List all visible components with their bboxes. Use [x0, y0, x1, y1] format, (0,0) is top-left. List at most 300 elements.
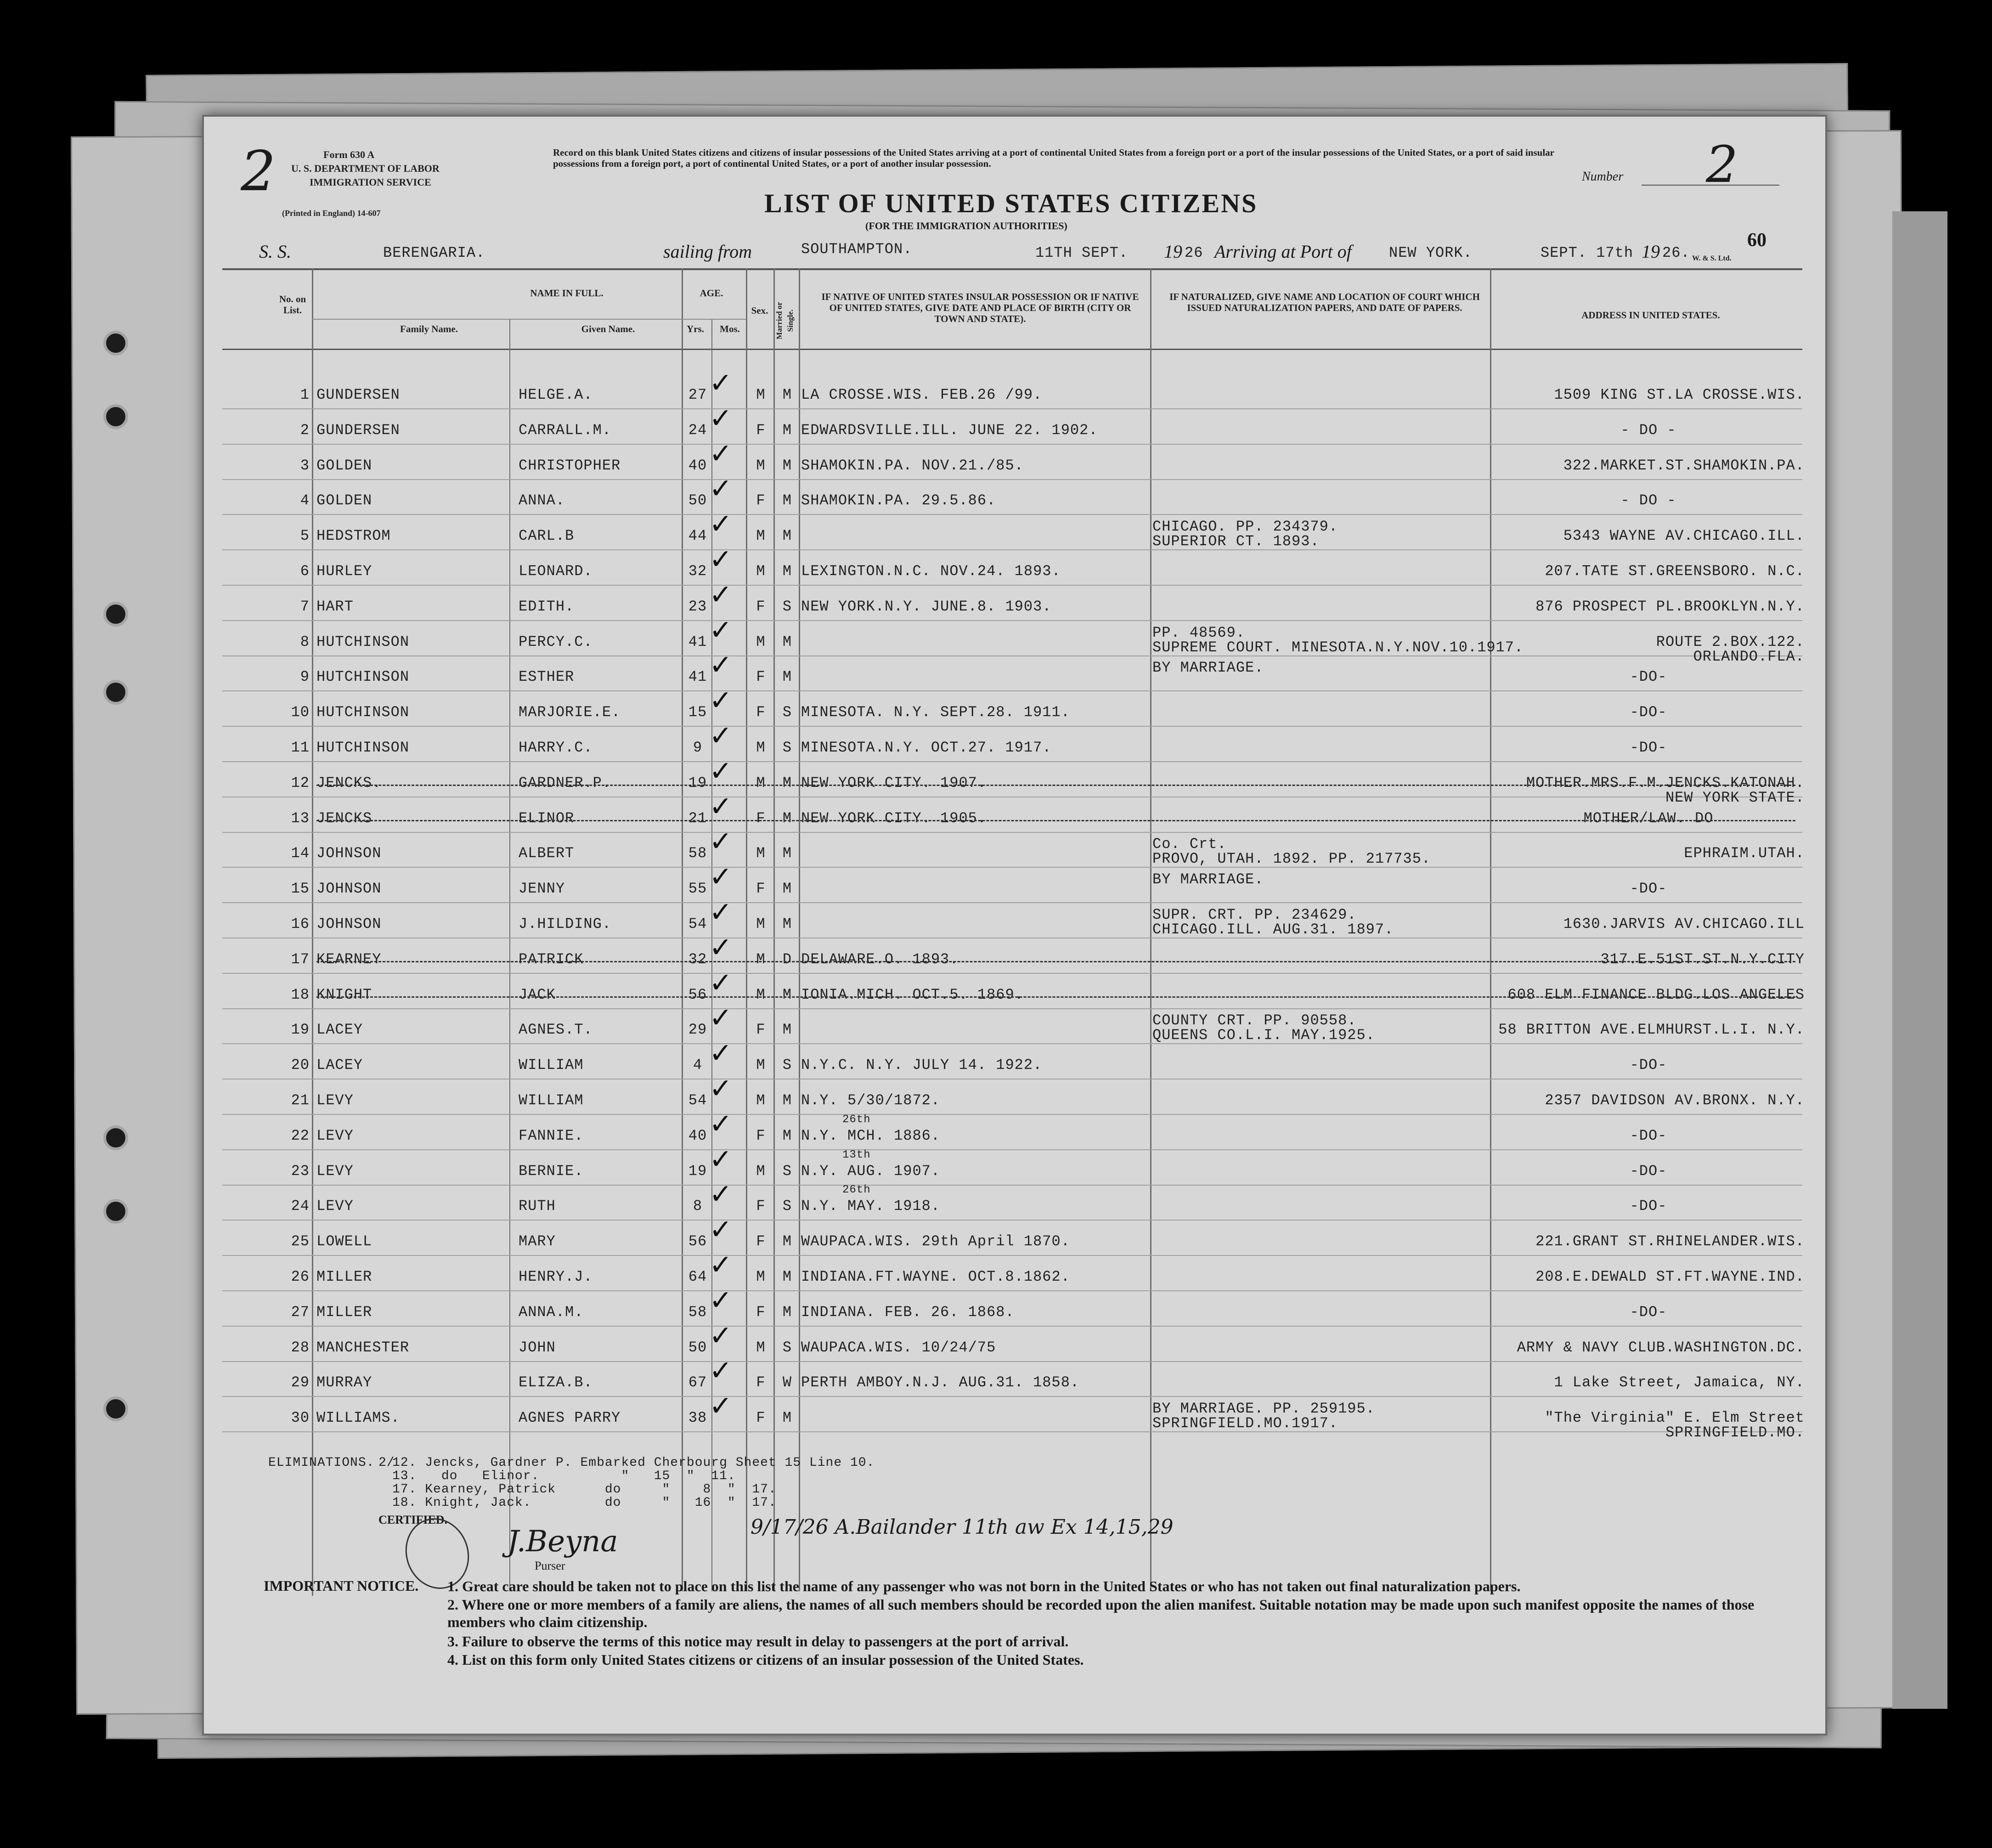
given-name: MARY — [519, 1233, 556, 1250]
marital-status: M — [782, 1233, 792, 1250]
check-mark: ✓ — [709, 1178, 733, 1211]
naturalization-court: SUPR. CRT. PP. 234629. — [1152, 906, 1357, 923]
row-number: 16 — [291, 916, 310, 932]
naturalization-court: COUNTY CRT. PP. 90558. — [1152, 1012, 1357, 1029]
check-mark: ✓ — [709, 508, 733, 541]
address-line-2: NEW YORK STATE. — [1665, 789, 1805, 806]
age-years: 56 — [688, 986, 707, 1003]
family-name: LEVY — [316, 1198, 354, 1215]
row-number: 22 — [291, 1127, 310, 1144]
family-name: GOLDEN — [316, 457, 372, 474]
birth-place-date: MINESOTA.N.Y. OCT.27. 1917. — [801, 739, 1052, 756]
header-no: No. on List. — [279, 294, 306, 316]
elimination-line: 17. Kearney, Patrick do " 8 " 17. — [392, 1482, 777, 1497]
age-years: 15 — [688, 704, 707, 721]
port-to: NEW YORK. — [1389, 244, 1473, 261]
marital-status: S — [782, 704, 792, 721]
naturalization-date: PROVO, UTAH. 1892. PP. 217735. — [1152, 850, 1431, 868]
address: -DO- — [1630, 739, 1667, 756]
row-number: 3 — [300, 457, 310, 474]
sex: M — [756, 1092, 766, 1109]
sail-year-prefix: 19 — [1164, 241, 1182, 262]
sex: F — [756, 1127, 766, 1144]
age-years: 23 — [688, 598, 707, 615]
age-years: 8 — [693, 1198, 703, 1215]
check-mark: ✓ — [709, 790, 733, 823]
family-name: JOHNSON — [316, 916, 382, 932]
address: 876 PROSPECT PL.BROOKLYN.N.Y. — [1535, 598, 1805, 615]
given-name: CHRISTOPHER — [519, 457, 621, 474]
age-years: 32 — [688, 950, 707, 968]
marital-status: S — [782, 739, 792, 756]
row-number: 20 — [291, 1057, 310, 1074]
sex: M — [756, 845, 766, 862]
row-number: 18 — [291, 986, 310, 1003]
age-years: 58 — [688, 1303, 707, 1321]
age-years: 27 — [688, 386, 707, 403]
marital-status: M — [782, 421, 792, 439]
row-number: 19 — [291, 1021, 310, 1039]
sex: M — [756, 986, 766, 1003]
birth-place-date: SHAMOKIN.PA. 29.5.86. — [801, 492, 996, 509]
family-name: LEVY — [316, 1162, 354, 1180]
number-value: 2 — [1706, 135, 1738, 194]
address: 58 BRITTON AVE.ELMHURST.L.I. N.Y. — [1498, 1021, 1805, 1039]
check-mark: ✓ — [709, 367, 733, 399]
row-number: 29 — [291, 1374, 310, 1391]
age-years: 29 — [688, 1021, 707, 1039]
binder-hole — [103, 1125, 128, 1150]
given-name: CARRALL.M. — [519, 421, 612, 439]
address: MOTHER/LAW. DO — [1583, 809, 1714, 827]
sex: M — [756, 563, 766, 580]
sex: M — [756, 633, 766, 650]
address: 1 Lake Street, Jamaica, NY. — [1554, 1374, 1805, 1391]
age-years: 9 — [693, 739, 703, 756]
birth-place-date: INDIANA. FEB. 26. 1868. — [801, 1303, 1015, 1321]
family-name: MILLER — [316, 1268, 372, 1285]
address: -DO- — [1630, 1162, 1667, 1180]
birth-place-date: LA CROSSE.WIS. FEB.26 /99. — [801, 386, 1043, 403]
marital-status: M — [782, 457, 792, 474]
port-from: SOUTHAMPTON. — [801, 241, 913, 258]
sex: F — [756, 704, 766, 721]
family-name: LACEY — [316, 1021, 363, 1039]
naturalization-court: CHICAGO. PP. 234379. — [1152, 518, 1338, 536]
row-number: 27 — [291, 1303, 310, 1321]
sex: M — [756, 950, 766, 968]
form-number: Form 630 A — [323, 149, 375, 160]
purser-label: Purser — [535, 1559, 565, 1572]
age-years: 56 — [688, 1233, 707, 1250]
address: -DO- — [1630, 1057, 1667, 1074]
naturalization-court: PP. 48569. — [1152, 624, 1246, 641]
binder-hole — [103, 680, 128, 705]
sex: F — [756, 880, 766, 898]
address: MOTHER.MRS.F.M.JENCKS.KATONAH. — [1526, 774, 1805, 791]
check-mark: ✓ — [709, 1390, 733, 1423]
given-name: JACK — [519, 986, 556, 1003]
given-name: ELIZA.B. — [519, 1374, 593, 1391]
age-years: 50 — [688, 1339, 707, 1356]
address: 5343 WAYNE AV.CHICAGO.ILL. — [1563, 527, 1805, 545]
given-name: MARJORIE.E. — [519, 704, 621, 721]
check-mark: ✓ — [709, 1284, 733, 1317]
family-name: HURLEY — [316, 563, 372, 580]
birth-day-superscript: 26th — [842, 1113, 871, 1126]
address: -DO- — [1630, 1303, 1667, 1321]
marital-status: M — [782, 492, 792, 509]
naturalization-date: CHICAGO.ILL. AUG.31. 1897. — [1152, 921, 1394, 938]
header-yrs: Yrs. — [687, 323, 704, 334]
sail-year: 26 — [1185, 244, 1203, 261]
check-mark: ✓ — [709, 649, 733, 682]
check-mark: ✓ — [709, 402, 733, 435]
address: 207.TATE ST.GREENSBORO. N.C. — [1545, 563, 1805, 580]
given-name: ANNA. — [519, 492, 565, 509]
age-years: 54 — [688, 1092, 707, 1109]
birth-place-date: PERTH AMBOY.N.J. AUG.31. 1858. — [801, 1374, 1080, 1391]
birth-place-date: N.Y. MAY. 1918. — [801, 1198, 941, 1215]
row-number: 1 — [300, 386, 310, 403]
family-name: KNIGHT — [316, 986, 372, 1003]
address: -DO- — [1630, 1127, 1667, 1144]
marital-status: M — [782, 916, 792, 932]
row-number: 24 — [291, 1198, 310, 1215]
eliminations-label: ELIMINATIONS. — [268, 1456, 375, 1470]
row-number: 8 — [300, 633, 310, 650]
address: 1509 KING ST.LA CROSSE.WIS. — [1554, 386, 1805, 403]
strike-through-line — [316, 996, 1795, 999]
family-name: GOLDEN — [316, 492, 372, 509]
header-family-name: Family Name. — [400, 323, 458, 334]
age-years: 41 — [688, 668, 707, 686]
family-name: MURRAY — [316, 1374, 372, 1391]
given-name: HARRY.C. — [519, 739, 593, 756]
sex: F — [756, 598, 766, 615]
marital-status: M — [782, 1303, 792, 1321]
notice-label: IMPORTANT NOTICE. — [264, 1577, 419, 1594]
sail-date: 11TH SEPT. — [1035, 244, 1129, 261]
given-name: CARL.B — [519, 527, 575, 545]
family-name: HUTCHINSON — [316, 633, 410, 650]
birth-place-date: NEW YORK CITY. 1905. — [801, 809, 987, 827]
sex: M — [756, 774, 766, 791]
given-name: EDITH. — [519, 598, 575, 615]
row-number: 13 — [291, 809, 310, 827]
header-birth: IF NATIVE OF UNITED STATES INSULAR POSSESSION OR IF NATIVE OF UNITED STATES, GIVE DATE AND PLACE OF BIRTH (CITY OR TOWN AND STATE). — [821, 291, 1139, 324]
address: -DO- — [1630, 880, 1667, 898]
marital-status: M — [782, 774, 792, 791]
sex: M — [756, 1057, 766, 1074]
check-mark: ✓ — [709, 720, 733, 752]
given-name: WILLIAM — [519, 1057, 584, 1074]
check-mark: ✓ — [709, 1108, 733, 1140]
age-years: 4 — [693, 1057, 703, 1074]
sex: F — [756, 1198, 766, 1215]
sex: F — [756, 1233, 766, 1250]
family-name: JENCKS — [316, 809, 372, 827]
given-name: HELGE.A. — [519, 386, 593, 403]
age-years: 24 — [688, 421, 707, 439]
elimination-line: 13. do Elinor. " 15 " 11. — [392, 1469, 736, 1483]
age-years: 32 — [688, 563, 707, 580]
marital-status: M — [782, 563, 792, 580]
given-name: PERCY.C. — [519, 633, 593, 650]
marital-status: M — [782, 880, 792, 898]
family-name: HUTCHINSON — [316, 739, 410, 756]
given-name: GARDNER.P. — [519, 774, 612, 791]
page-number: 60 — [1747, 230, 1766, 251]
age-years: 19 — [688, 774, 707, 791]
naturalization-court: BY MARRIAGE. PP. 259195. — [1152, 1400, 1375, 1418]
row-number: 23 — [291, 1162, 310, 1180]
marital-status: M — [782, 1127, 792, 1144]
sex: M — [756, 386, 766, 403]
arriving-label: Arriving at Port of — [1214, 241, 1352, 262]
notice-item-4: 4. List on this form only United States citizens or citizens of an insular possession of the United States. — [447, 1651, 1084, 1668]
paper-edge-strip — [1892, 211, 1947, 1709]
family-name: MILLER — [316, 1303, 372, 1321]
number-label: Number — [1582, 170, 1624, 184]
birth-place-date: N.Y. AUG. 1907. — [801, 1162, 941, 1180]
age-years: 21 — [688, 809, 707, 827]
address: -DO- — [1630, 1198, 1667, 1215]
notice-item-2: 2. Where one or more members of a family are aliens, the names of all such members should be recorded upon the alien manifest. Suitable notation may be made upon such manifest opposite the names of those members who claim citizenship. — [447, 1596, 1755, 1630]
marital-status: M — [782, 986, 792, 1003]
age-years: 58 — [688, 845, 707, 862]
sex: F — [756, 809, 766, 827]
row-number: 2 — [300, 421, 310, 439]
given-name: ELINOR — [519, 809, 575, 827]
row-number: 9 — [300, 668, 310, 686]
family-name: WILLIAMS. — [316, 1409, 400, 1427]
sex: F — [756, 1409, 766, 1427]
birth-place-date: DELAWARE.O. 1893. — [801, 950, 959, 968]
department: U. S. DEPARTMENT OF LABOR — [291, 163, 440, 174]
row-number: 15 — [291, 880, 310, 898]
given-name: ALBERT — [519, 845, 575, 862]
sex: M — [756, 916, 766, 932]
binder-hole — [103, 404, 128, 429]
arrive-date: SEPT. 17th — [1541, 244, 1634, 261]
sex: M — [756, 1339, 766, 1356]
given-name: BERNIE. — [519, 1162, 584, 1180]
header-name-in-full: NAME IN FULL. — [530, 288, 604, 299]
inspector-annotation: 9/17/26 A.Bailander 11th aw Ex 14,15,29 — [751, 1515, 1174, 1539]
header-sex: Sex. — [751, 305, 768, 316]
check-mark: ✓ — [709, 1214, 733, 1246]
address: - DO - — [1620, 492, 1676, 509]
address: -DO- — [1630, 704, 1667, 721]
naturalization-court: BY MARRIAGE. — [1152, 659, 1264, 677]
birth-place-date: N.Y. MCH. 1886. — [801, 1127, 941, 1144]
given-name: LEONARD. — [519, 563, 593, 580]
row-number: 5 — [300, 527, 310, 545]
age-years: 64 — [688, 1268, 707, 1285]
marital-status: S — [782, 1162, 792, 1180]
strike-through-line — [316, 785, 1795, 787]
age-years: 50 — [688, 492, 707, 509]
address-line-2: SPRINGFIELD.MO. — [1665, 1424, 1805, 1441]
marital-status: M — [782, 809, 792, 827]
family-name: JENCKS. — [316, 774, 382, 791]
marital-status: M — [782, 1409, 792, 1427]
naturalization-date: SPRINGFIELD.MO.1917. — [1152, 1415, 1338, 1432]
birth-place-date: EDWARDSVILLE.ILL. JUNE 22. 1902. — [801, 421, 1098, 439]
marital-status: S — [782, 1057, 792, 1074]
given-name: AGNES PARRY — [519, 1409, 621, 1427]
family-name: KEARNEY — [316, 950, 382, 968]
marital-status: M — [782, 527, 792, 545]
age-years: 44 — [688, 527, 707, 545]
binder-hole — [103, 1199, 128, 1224]
row-number: 6 — [300, 563, 310, 580]
marital-status: S — [782, 598, 792, 615]
marital-status: M — [782, 845, 792, 862]
check-mark: ✓ — [709, 825, 733, 858]
given-name: J.HILDING. — [519, 916, 612, 932]
age-years: 38 — [688, 1409, 707, 1427]
address: -DO- — [1630, 668, 1667, 686]
sex: F — [756, 668, 766, 686]
sex: M — [756, 739, 766, 756]
address-line-2: ORLANDO.FLA. — [1693, 648, 1805, 665]
birth-place-date: NEW YORK.N.Y. JUNE.8. 1903. — [801, 598, 1052, 615]
form-title: LIST OF UNITED STATES CITIZENS — [764, 188, 1258, 218]
check-mark: ✓ — [709, 684, 733, 717]
elimination-line: 18. Knight, Jack. do " 16 " 17. — [392, 1496, 777, 1510]
marital-status: M — [782, 386, 792, 403]
sex: M — [756, 457, 766, 474]
given-name: ESTHER — [519, 668, 575, 686]
row-number: 10 — [291, 704, 310, 721]
family-name: HUTCHINSON — [316, 704, 410, 721]
ship-name: BERENGARIA. — [383, 244, 485, 261]
family-name: LACEY — [316, 1057, 363, 1074]
check-mark: ✓ — [709, 1037, 733, 1070]
check-mark: ✓ — [709, 861, 733, 893]
family-name: JOHNSON — [316, 880, 382, 898]
check-mark: ✓ — [709, 1143, 733, 1175]
birth-place-date: NEW YORK CITY. 1907. — [801, 774, 987, 791]
family-name: LOWELL — [316, 1233, 372, 1250]
row-number: 4 — [300, 492, 310, 509]
family-name: JOHNSON — [316, 845, 382, 862]
ss-label: S. S. — [259, 241, 291, 262]
address: - DO - — [1620, 421, 1676, 439]
given-name: FANNIE. — [519, 1127, 584, 1144]
row-number: 7 — [300, 598, 310, 615]
sex: F — [756, 1021, 766, 1039]
arrive-year: 26. — [1662, 244, 1690, 261]
header-mos: Mos. — [720, 323, 740, 334]
address: ARMY & NAVY CLUB.WASHINGTON.DC. — [1517, 1339, 1805, 1356]
birth-place-date: MINESOTA. N.Y. SEPT.28. 1911. — [801, 704, 1070, 721]
given-name: HENRY.J. — [519, 1268, 593, 1285]
address: ROUTE 2.BOX.122. — [1656, 633, 1805, 650]
row-number: 25 — [291, 1233, 310, 1250]
given-name: ANNA.M. — [519, 1303, 584, 1321]
binder-hole — [103, 331, 128, 356]
family-name: HUTCHINSON — [316, 668, 410, 686]
given-name: JOHN — [519, 1339, 556, 1356]
eliminations-prefix: 2/ — [378, 1456, 395, 1470]
family-name: GUNDERSEN — [316, 386, 400, 403]
sex: F — [756, 492, 766, 509]
age-years: 19 — [688, 1162, 707, 1180]
elimination-line: 12. Jencks, Gardner P. Embarked Cherbourg Sheet 15 Line 10. — [392, 1456, 875, 1470]
header-address: ADDRESS IN UNITED STATES. — [1581, 310, 1720, 321]
header-married-single: Married or Single. — [775, 302, 795, 339]
binder-hole — [103, 1396, 128, 1421]
check-mark: ✓ — [709, 755, 733, 787]
marital-status: S — [782, 1339, 792, 1356]
printer-mark: W. & S. Ltd. — [1692, 254, 1732, 262]
given-name: PATRICK — [519, 950, 584, 968]
family-name: LEVY — [316, 1092, 354, 1109]
age-years: 54 — [688, 916, 707, 932]
naturalization-court: Co. Crt. — [1152, 836, 1227, 853]
birth-place-date: SHAMOKIN.PA. NOV.21./85. — [801, 457, 1024, 474]
row-number: 30 — [291, 1409, 310, 1427]
given-name: JENNY — [519, 880, 565, 898]
purser-signature: J.Beyna — [507, 1525, 618, 1559]
address: 2357 DAVIDSON AV.BRONX. N.Y. — [1545, 1092, 1805, 1109]
check-mark: ✓ — [709, 1355, 733, 1387]
manifest-sheet — [202, 115, 1827, 1735]
row-number: 28 — [291, 1339, 310, 1356]
marital-status: S — [782, 1198, 792, 1215]
address: 1630.JARVIS AV.CHICAGO.ILL — [1563, 916, 1805, 932]
check-mark: ✓ — [709, 1319, 733, 1352]
age-years: 55 — [688, 880, 707, 898]
birth-place-date: WAUPACA.WIS. 10/24/75 — [801, 1339, 996, 1356]
sex: F — [756, 421, 766, 439]
given-name: AGNES.T. — [519, 1021, 593, 1039]
check-mark: ✓ — [709, 543, 733, 576]
check-mark: ✓ — [709, 1073, 733, 1105]
address: 221.GRANT ST.RHINELANDER.WIS. — [1535, 1233, 1805, 1250]
check-mark: ✓ — [709, 1002, 733, 1034]
age-years: 67 — [688, 1374, 707, 1391]
header-naturalization: IF NATURALIZED, GIVE NAME AND LOCATION OF COURT WHICH ISSUED NATURALIZATION PAPERS, AND DATE OF PAPERS. — [1169, 291, 1480, 313]
row-number: 14 — [291, 845, 310, 862]
marital-status: M — [782, 1021, 792, 1039]
strike-through-line — [316, 961, 1795, 964]
row-number: 21 — [291, 1092, 310, 1109]
sex: F — [756, 1303, 766, 1321]
check-mark: ✓ — [709, 966, 733, 999]
marital-status: D — [782, 950, 792, 968]
given-name: WILLIAM — [519, 1092, 584, 1109]
marital-status: M — [782, 1092, 792, 1109]
family-name: LEVY — [316, 1127, 354, 1144]
birth-place-date: INDIANA.FT.WAYNE. OCT.8.1862. — [801, 1268, 1070, 1285]
family-name: GUNDERSEN — [316, 421, 400, 439]
printed-note: (Printed in England) 14-607 — [282, 209, 381, 218]
marital-status: M — [782, 1268, 792, 1285]
age-years: 41 — [688, 633, 707, 650]
sex: F — [756, 1374, 766, 1391]
check-mark: ✓ — [709, 578, 733, 611]
address: "The Virginia" E. Elm Street — [1545, 1409, 1805, 1427]
birth-place-date: IONIA.MICH. OCT.5. 1869. — [801, 986, 1024, 1003]
family-name: MANCHESTER — [316, 1339, 410, 1356]
check-mark: ✓ — [709, 931, 733, 964]
certified-label: CERTIFIED. — [378, 1513, 448, 1526]
notice-item-1: 1. Great care should be taken not to place on this list the name of any passenger who was not born in the United States or who has not taken out final naturalization papers. — [447, 1578, 1521, 1594]
